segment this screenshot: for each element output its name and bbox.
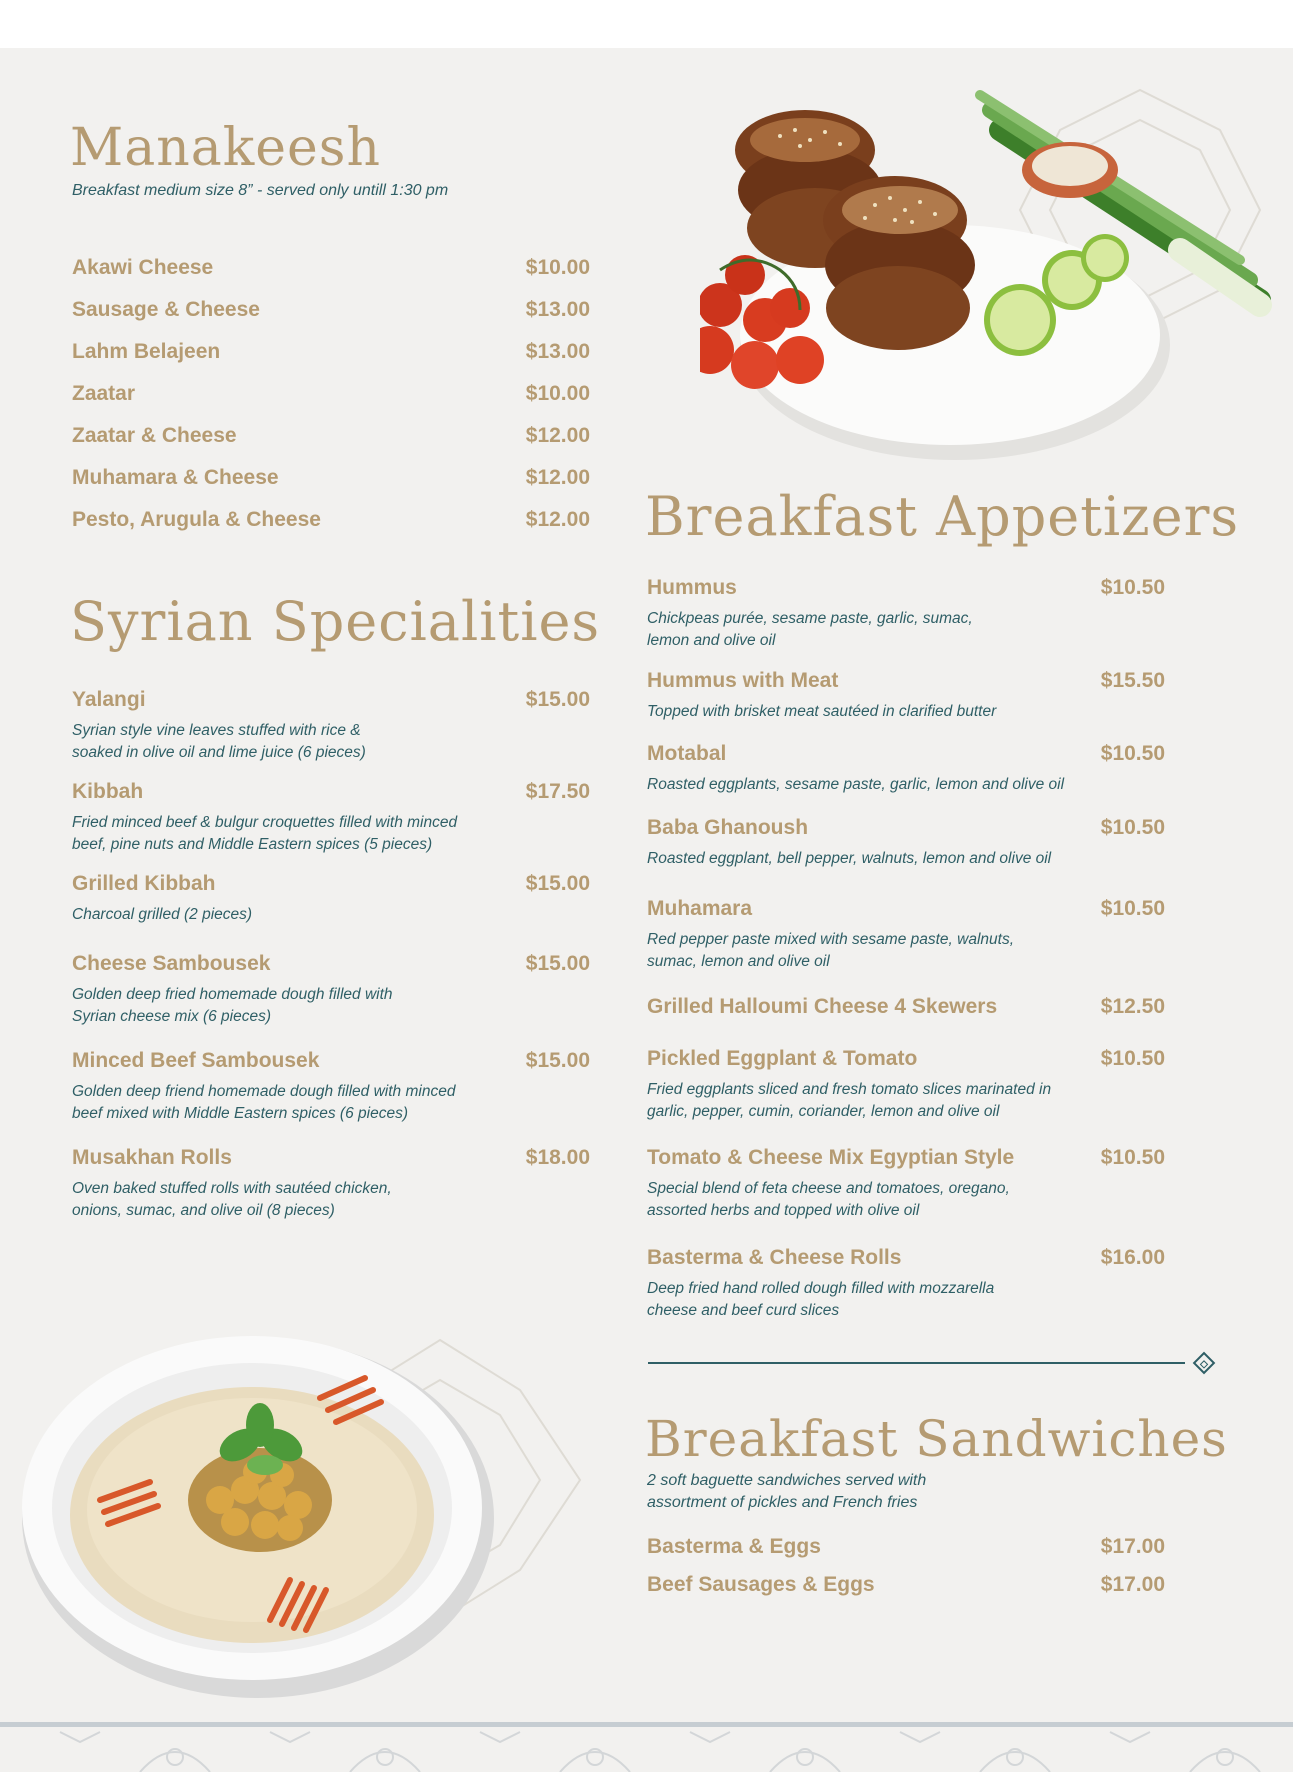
top-white-strip xyxy=(0,0,1293,48)
item-price: $10.00 xyxy=(525,256,590,279)
syrian-item xyxy=(72,688,590,764)
item-name: Baba Ghanoush xyxy=(647,816,809,839)
manakeesh-item xyxy=(72,466,590,490)
item-price: $15.00 xyxy=(525,952,590,975)
item-price: $17.50 xyxy=(525,780,590,803)
manakeesh-title: Manakeesh xyxy=(70,118,381,178)
syrian-item xyxy=(72,872,590,926)
item-name: Yalangi xyxy=(72,688,146,711)
item-price: $10.50 xyxy=(1100,1146,1165,1169)
item-name: Basterma & Cheese Rolls xyxy=(647,1246,902,1269)
item-price: $16.00 xyxy=(1100,1246,1165,1269)
item-name: Basterma & Eggs xyxy=(647,1535,821,1558)
item-description: Roasted eggplant, bell pepper, walnuts, lemon and olive oil xyxy=(647,850,1052,867)
item-description: Syrian cheese mix (6 pieces) xyxy=(72,1008,271,1025)
item-description: garlic, pepper, cumin, coriander, lemon and olive oil xyxy=(647,1103,1000,1120)
item-name: Minced Beef Sambousek xyxy=(72,1049,320,1072)
item-description: Syrian style vine leaves stuffed with rice & xyxy=(72,722,361,739)
item-description: Golden deep fried homemade dough filled with xyxy=(72,986,393,1003)
appetizer-item xyxy=(647,897,1165,973)
item-description: cheese and beef curd slices xyxy=(647,1302,840,1319)
appetizer-item xyxy=(647,1146,1165,1222)
sandwiches-subtitle-line: 2 soft baguette sandwiches served with xyxy=(647,1472,927,1489)
item-price: $10.00 xyxy=(525,382,590,405)
syrian-item xyxy=(72,952,590,1028)
item-price: $13.00 xyxy=(525,340,590,363)
item-description: Topped with brisket meat sautéed in clarified butter xyxy=(647,703,997,720)
sandwiches-subtitle xyxy=(647,1470,926,1514)
item-name: Akawi Cheese xyxy=(72,256,214,279)
sandwich-item xyxy=(647,1573,1165,1597)
item-price: $13.00 xyxy=(525,298,590,321)
item-name: Beef Sausages & Eggs xyxy=(647,1573,875,1596)
item-name: Muhamara xyxy=(647,897,753,920)
item-name: Hummus with Meat xyxy=(647,669,839,692)
appetizer-item xyxy=(647,669,1165,723)
item-name: Grilled Halloumi Cheese 4 Skewers xyxy=(647,995,998,1018)
item-description: Special blend of feta cheese and tomatoes, oregano, xyxy=(647,1180,1010,1197)
item-price: $12.00 xyxy=(525,466,590,489)
item-description: Golden deep friend homemade dough filled with minced xyxy=(72,1083,456,1100)
item-description: Charcoal grilled (2 pieces) xyxy=(72,906,253,923)
item-price: $12.50 xyxy=(1100,995,1165,1018)
item-price: $10.50 xyxy=(1100,1047,1165,1070)
manakeesh-item xyxy=(72,340,590,364)
item-name: Kibbah xyxy=(72,780,144,803)
item-price: $12.00 xyxy=(525,508,590,531)
item-description: Deep fried hand rolled dough filled with mozzarella xyxy=(647,1280,995,1297)
item-name: Pickled Eggplant & Tomato xyxy=(647,1047,918,1070)
sandwiches-subtitle-line: assortment of pickles and French fries xyxy=(647,1494,918,1511)
item-price: $10.50 xyxy=(1100,576,1165,599)
item-name: Grilled Kibbah xyxy=(72,872,216,895)
item-price: $10.50 xyxy=(1100,816,1165,839)
diamond-ornament-icon xyxy=(1193,1352,1216,1375)
syrian-item xyxy=(72,780,590,856)
item-description: onions, sumac, and olive oil (8 pieces) xyxy=(72,1202,335,1219)
item-description: lemon and olive oil xyxy=(647,632,776,649)
manakeesh-item xyxy=(72,298,590,322)
breakfast-sandwiches-title: Breakfast Sandwiches xyxy=(645,1410,1228,1468)
item-description: Fried eggplants sliced and fresh tomato slices marinated in xyxy=(647,1081,1052,1098)
appetizer-item xyxy=(647,742,1165,796)
breakfast-appetizers-title: Breakfast Appetizers xyxy=(645,485,1240,548)
item-description: sumac, lemon and olive oil xyxy=(647,953,830,970)
item-price: $10.50 xyxy=(1100,742,1165,765)
manakeesh-item xyxy=(72,424,590,448)
item-price: $10.50 xyxy=(1100,897,1165,920)
item-name: Musakhan Rolls xyxy=(72,1146,232,1169)
item-description: Oven baked stuffed rolls with sautéed chicken, xyxy=(72,1180,392,1197)
sandwich-item xyxy=(647,1535,1165,1559)
appetizer-item xyxy=(647,1246,1165,1322)
item-description: assorted herbs and topped with olive oil xyxy=(647,1202,920,1219)
item-name: Motabal xyxy=(647,742,727,765)
item-name: Pesto, Arugula & Cheese xyxy=(72,508,321,531)
item-price: $15.00 xyxy=(525,872,590,895)
item-price: $18.00 xyxy=(525,1146,590,1169)
item-description: beef, pine nuts and Middle Eastern spices (5 pieces) xyxy=(72,836,433,853)
item-name: Muhamara & Cheese xyxy=(72,466,279,489)
appetizer-item xyxy=(647,576,1165,652)
item-price: $17.00 xyxy=(1100,1535,1165,1558)
syrian-specialities-title: Syrian Specialities xyxy=(70,590,601,653)
syrian-item xyxy=(72,1146,590,1222)
hummus-bowl-photo xyxy=(20,1300,600,1700)
appetizer-item xyxy=(647,995,1165,1019)
item-price: $17.00 xyxy=(1100,1573,1165,1596)
appetizer-item xyxy=(647,1047,1165,1123)
item-description: Red pepper paste mixed with sesame paste, walnuts, xyxy=(647,931,1015,948)
item-name: Zaatar & Cheese xyxy=(72,424,237,447)
item-description: Roasted eggplants, sesame paste, garlic, lemon and olive oil xyxy=(647,776,1065,793)
item-name: Sausage & Cheese xyxy=(72,298,260,321)
item-description: Fried minced beef & bulgur croquettes filled with minced xyxy=(72,814,458,831)
manakeesh-item xyxy=(72,382,590,406)
item-description: beef mixed with Middle Eastern spices (6 pieces) xyxy=(72,1105,408,1122)
footer-ornament-band xyxy=(0,1722,1293,1772)
item-price: $15.00 xyxy=(525,1049,590,1072)
manakeesh-item xyxy=(72,508,590,532)
manakeesh-item xyxy=(72,256,590,280)
item-name: Tomato & Cheese Mix Egyptian Style xyxy=(647,1146,1015,1169)
item-price: $15.50 xyxy=(1100,669,1165,692)
syrian-item xyxy=(72,1049,590,1125)
item-description: soaked in olive oil and lime juice (6 pieces) xyxy=(72,744,366,761)
item-name: Lahm Belajeen xyxy=(72,340,221,363)
appetizer-item xyxy=(647,816,1165,870)
item-price: $15.00 xyxy=(525,688,590,711)
item-name: Cheese Sambousek xyxy=(72,952,271,975)
item-name: Hummus xyxy=(647,576,737,599)
item-name: Zaatar xyxy=(72,382,136,405)
item-price: $12.00 xyxy=(525,424,590,447)
section-divider-line xyxy=(648,1362,1185,1364)
manakeesh-subtitle: Breakfast medium size 8” - served only untill 1:30 pm xyxy=(72,182,449,199)
item-description: Chickpeas purée, sesame paste, garlic, sumac, xyxy=(647,610,973,627)
falafel-plate-photo xyxy=(700,70,1290,470)
